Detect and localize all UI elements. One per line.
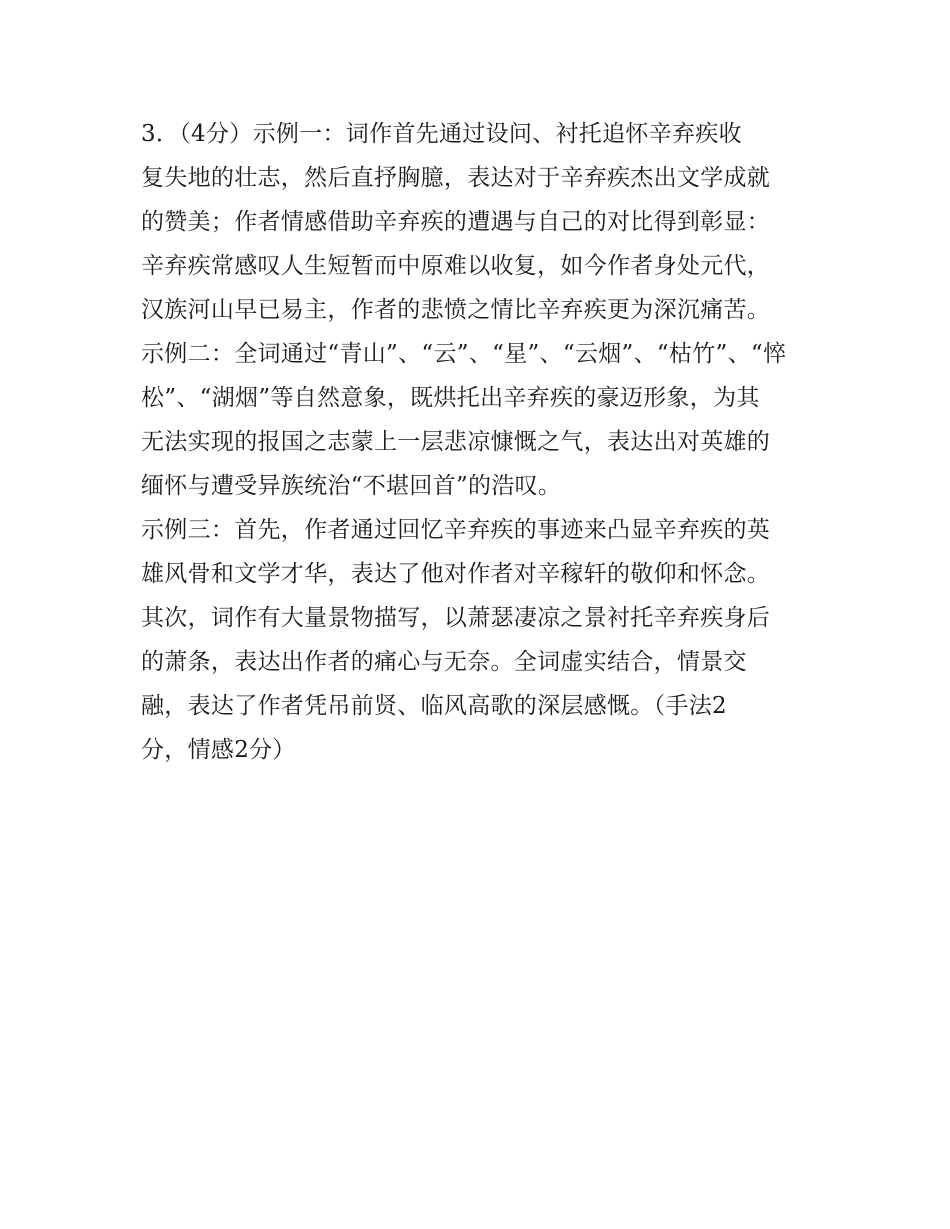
answer-line: 示例三：首先，作者通过回忆辛弃疾的事迹来凸显辛弃疾的英 [141,517,771,543]
answer-line: 辛弃疾常感叹人生短暂而中原难以收复，如今作者身处元代， [141,253,771,279]
answer-line: 分，情感2分） [141,737,296,763]
answer-line: 其次，词作有大量景物描写，以萧瑟凄凉之景衬托辛弃疾身后 [141,605,771,631]
answer-line: 融，表达了作者凭吊前贤、临风高歌的深层感慨。（手法2 [141,693,727,719]
answer-line: 3．（4分）示例一：词作首先通过设问、衬托追怀辛弃疾收 [141,121,742,147]
answer-line: 无法实现的报国之志蒙上一层悲凉慷慨之气，表达出对英雄的 [141,429,771,455]
answer-text-block [141,112,821,772]
answer-line: 示例二：全词通过“青山”、“云”、“星”、“云烟”、“枯竹”、“悴 [141,341,787,367]
answer-line: 松”、“湖烟”等自然意象，既烘托出辛弃疾的豪迈形象，为其 [141,385,760,411]
answer-line: 的赞美；作者情感借助辛弃疾的遭遇与自己的对比得到彰显： [141,209,771,235]
answer-line: 缅怀与遭受异族统治“不堪回首”的浩叹。 [141,473,562,499]
answer-line: 复失地的壮志，然后直抒胸臆，表达对于辛弃疾杰出文学成就 [141,165,771,191]
answer-line: 雄风骨和文学才华，表达了他对作者对辛稼轩的敬仰和怀念。 [141,561,771,587]
answer-line: 汉族河山早已易主，作者的悲愤之情比辛弃疾更为深沉痛苦。 [141,297,771,323]
answer-line: 的萧条，表达出作者的痛心与无奈。全词虚实结合，情景交 [141,649,747,675]
